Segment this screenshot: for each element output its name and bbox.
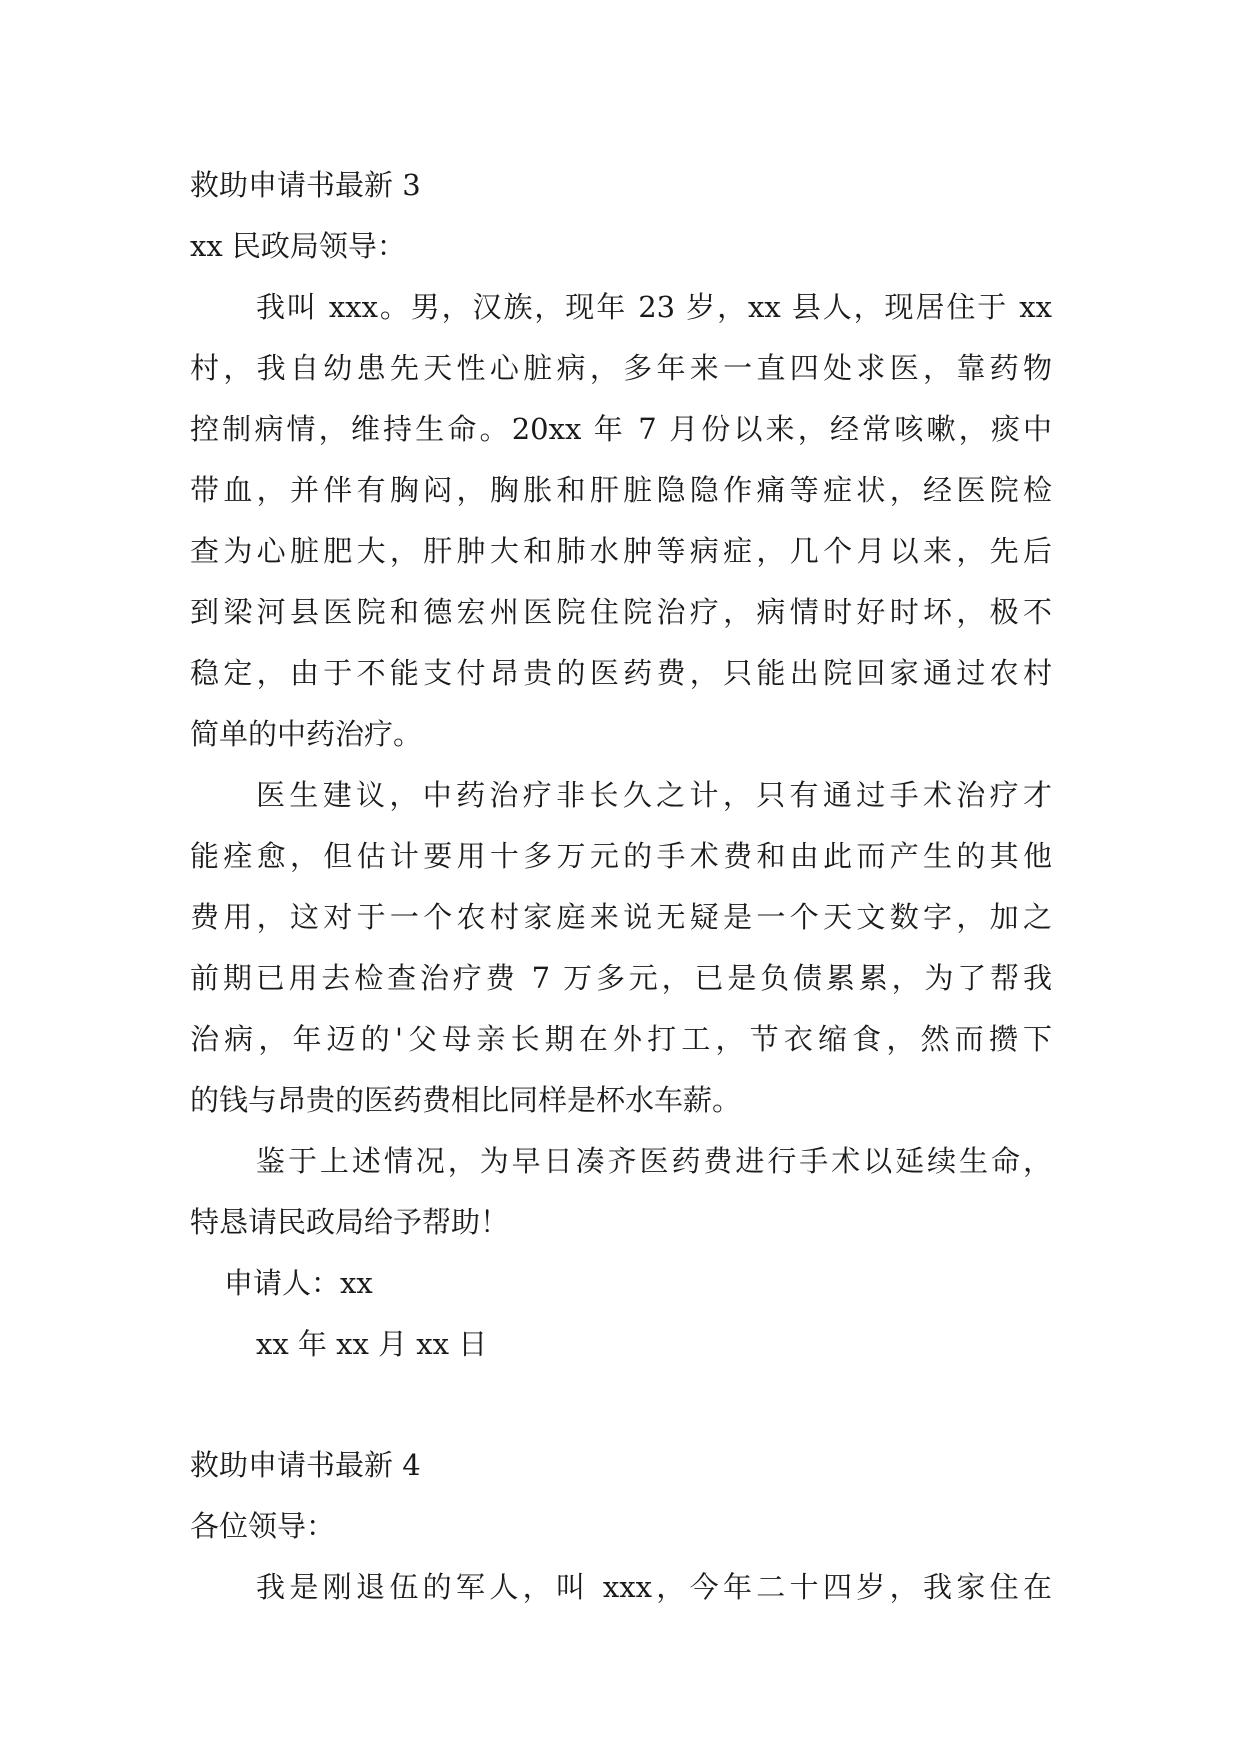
paragraph-line: 我叫 xxx。男，汉族，现年 23 岁，xx 县人，现居住于 xx <box>256 290 1052 324</box>
signature-date: xx 年 xx 月 xx 日 <box>256 1327 488 1361</box>
paragraph-line: 带血，并伴有胸闷，胸胀和肝脏隐隐作痛等症状，经医院检 <box>190 473 1052 507</box>
paragraph-line: 查为心脏肥大，肝肿大和肺水肿等病症，几个月以来，先后 <box>190 534 1052 568</box>
paragraph-line: 的钱与昂贵的医药费相比同样是杯水车薪。 <box>190 1083 742 1117</box>
section-3-salutation: xx 民政局领导： <box>190 229 406 263</box>
applicant-signature: 申请人：xx <box>224 1266 373 1300</box>
paragraph-line: 鉴于上述情况，为早日凑齐医药费进行手术以延续生命， <box>256 1144 1052 1178</box>
paragraph-line: 简单的中药治疗。 <box>190 717 423 751</box>
section-4-title: 救助申请书最新 4 <box>190 1448 421 1482</box>
paragraph-line: 治病，年迈的'父母亲长期在外打工，节衣缩食，然而攒下 <box>190 1022 1052 1056</box>
paragraph-line: 费用，这对于一个农村家庭来说无疑是一个天文数字，加之 <box>190 900 1052 934</box>
paragraph-line: 特恳请民政局给予帮助！ <box>190 1205 510 1239</box>
paragraph-line: 前期已用去检查治疗费 7 万多元，已是负债累累，为了帮我 <box>190 961 1052 995</box>
paragraph-line: 控制病情，维持生命。20xx 年 7 月份以来，经常咳嗽，痰中 <box>190 412 1052 446</box>
paragraph-line: 我是刚退伍的军人，叫 xxx，今年二十四岁，我家住在 <box>256 1570 1052 1604</box>
paragraph-line: 村，我自幼患先天性心脏病，多年来一直四处求医，靠药物 <box>190 351 1052 385</box>
paragraph-line: 稳定，由于不能支付昂贵的医药费，只能出院回家通过农村 <box>190 656 1052 690</box>
paragraph-line: 能痊愈，但估计要用十多万元的手术费和由此而产生的其他 <box>190 839 1052 873</box>
section-4-salutation: 各位领导： <box>190 1509 336 1543</box>
paragraph-line: 医生建议，中药治疗非长久之计，只有通过手术治疗才 <box>256 778 1052 812</box>
paragraph-line: 到梁河县医院和德宏州医院住院治疗，病情时好时坏，极不 <box>190 595 1052 629</box>
section-3-title: 救助申请书最新 3 <box>190 168 421 202</box>
